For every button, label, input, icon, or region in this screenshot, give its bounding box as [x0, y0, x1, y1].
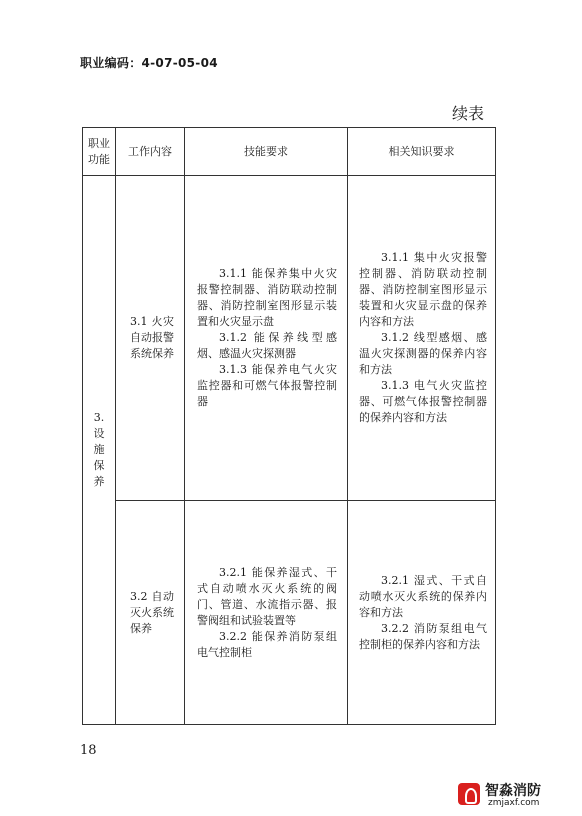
site-logo[interactable]	[458, 779, 576, 811]
header-knowledge: 相关知识要求	[348, 128, 496, 176]
function-label: 3. 设施保养	[93, 411, 105, 488]
header-skills: 技能要求	[185, 128, 348, 176]
skills-table	[82, 127, 496, 725]
continued-label: 续表	[452, 104, 485, 123]
flame-logo-icon	[458, 783, 480, 805]
skills-cell	[185, 501, 348, 725]
logo-url: zmjaxf.com	[488, 798, 540, 808]
knowledge-cell	[348, 501, 496, 725]
content-cell: 3.1 火灾自动报警系统保养	[116, 176, 185, 501]
knowledge-item: 3.2.2 消防泵组电气控制柜的保养内容和方法	[359, 621, 487, 651]
table-header-row	[83, 128, 496, 176]
knowledge-cell	[348, 176, 496, 501]
skill-item: 3.2.2 能保养消防泵组电气控制柜	[197, 629, 337, 659]
skill-item: 3.1.1 能保养集中火灾报警控制器、消防联动控制器、消防控制室图形显示装置和火灾显示盘	[197, 267, 337, 328]
table-row	[83, 501, 496, 725]
logo-name: 智淼消防	[485, 783, 541, 799]
knowledge-item: 3.1.2 线型感烟、感温火灾探测器的保养内容和方法	[359, 331, 487, 376]
skill-item: 3.2.1 能保养湿式、干式自动喷水灭火系统的阀门、管道、水流指示器、报警阀组和试验装置等	[197, 565, 337, 627]
knowledge-item: 3.1.1 集中火灾报警控制器、消防联动控制器、消防控制室图形显示装置和火灾显示盘的保养内容和方法	[359, 251, 487, 328]
skill-item: 3.1.3 能保养电气火灾监控器和可燃气体报警控制器	[197, 363, 337, 408]
content-cell: 3.2 自动灭火系统保养	[116, 501, 185, 725]
function-cell	[83, 176, 116, 725]
header-content: 工作内容	[116, 128, 185, 176]
page-number: 18	[80, 743, 97, 758]
skill-item: 3.1.2 能保养线型感烟、感温火灾探测器	[197, 331, 337, 360]
table-row	[83, 176, 496, 501]
knowledge-item: 3.1.3 电气火灾监控器、可燃气体报警控制器的保养内容和方法	[359, 379, 487, 424]
skills-cell	[185, 176, 348, 501]
knowledge-item: 3.2.1 湿式、干式自动喷水灭火系统的保养内容和方法	[359, 573, 487, 619]
occupation-code: 职业编码：4-07-05-04	[80, 56, 218, 70]
header-function: 职业功能	[83, 128, 116, 176]
